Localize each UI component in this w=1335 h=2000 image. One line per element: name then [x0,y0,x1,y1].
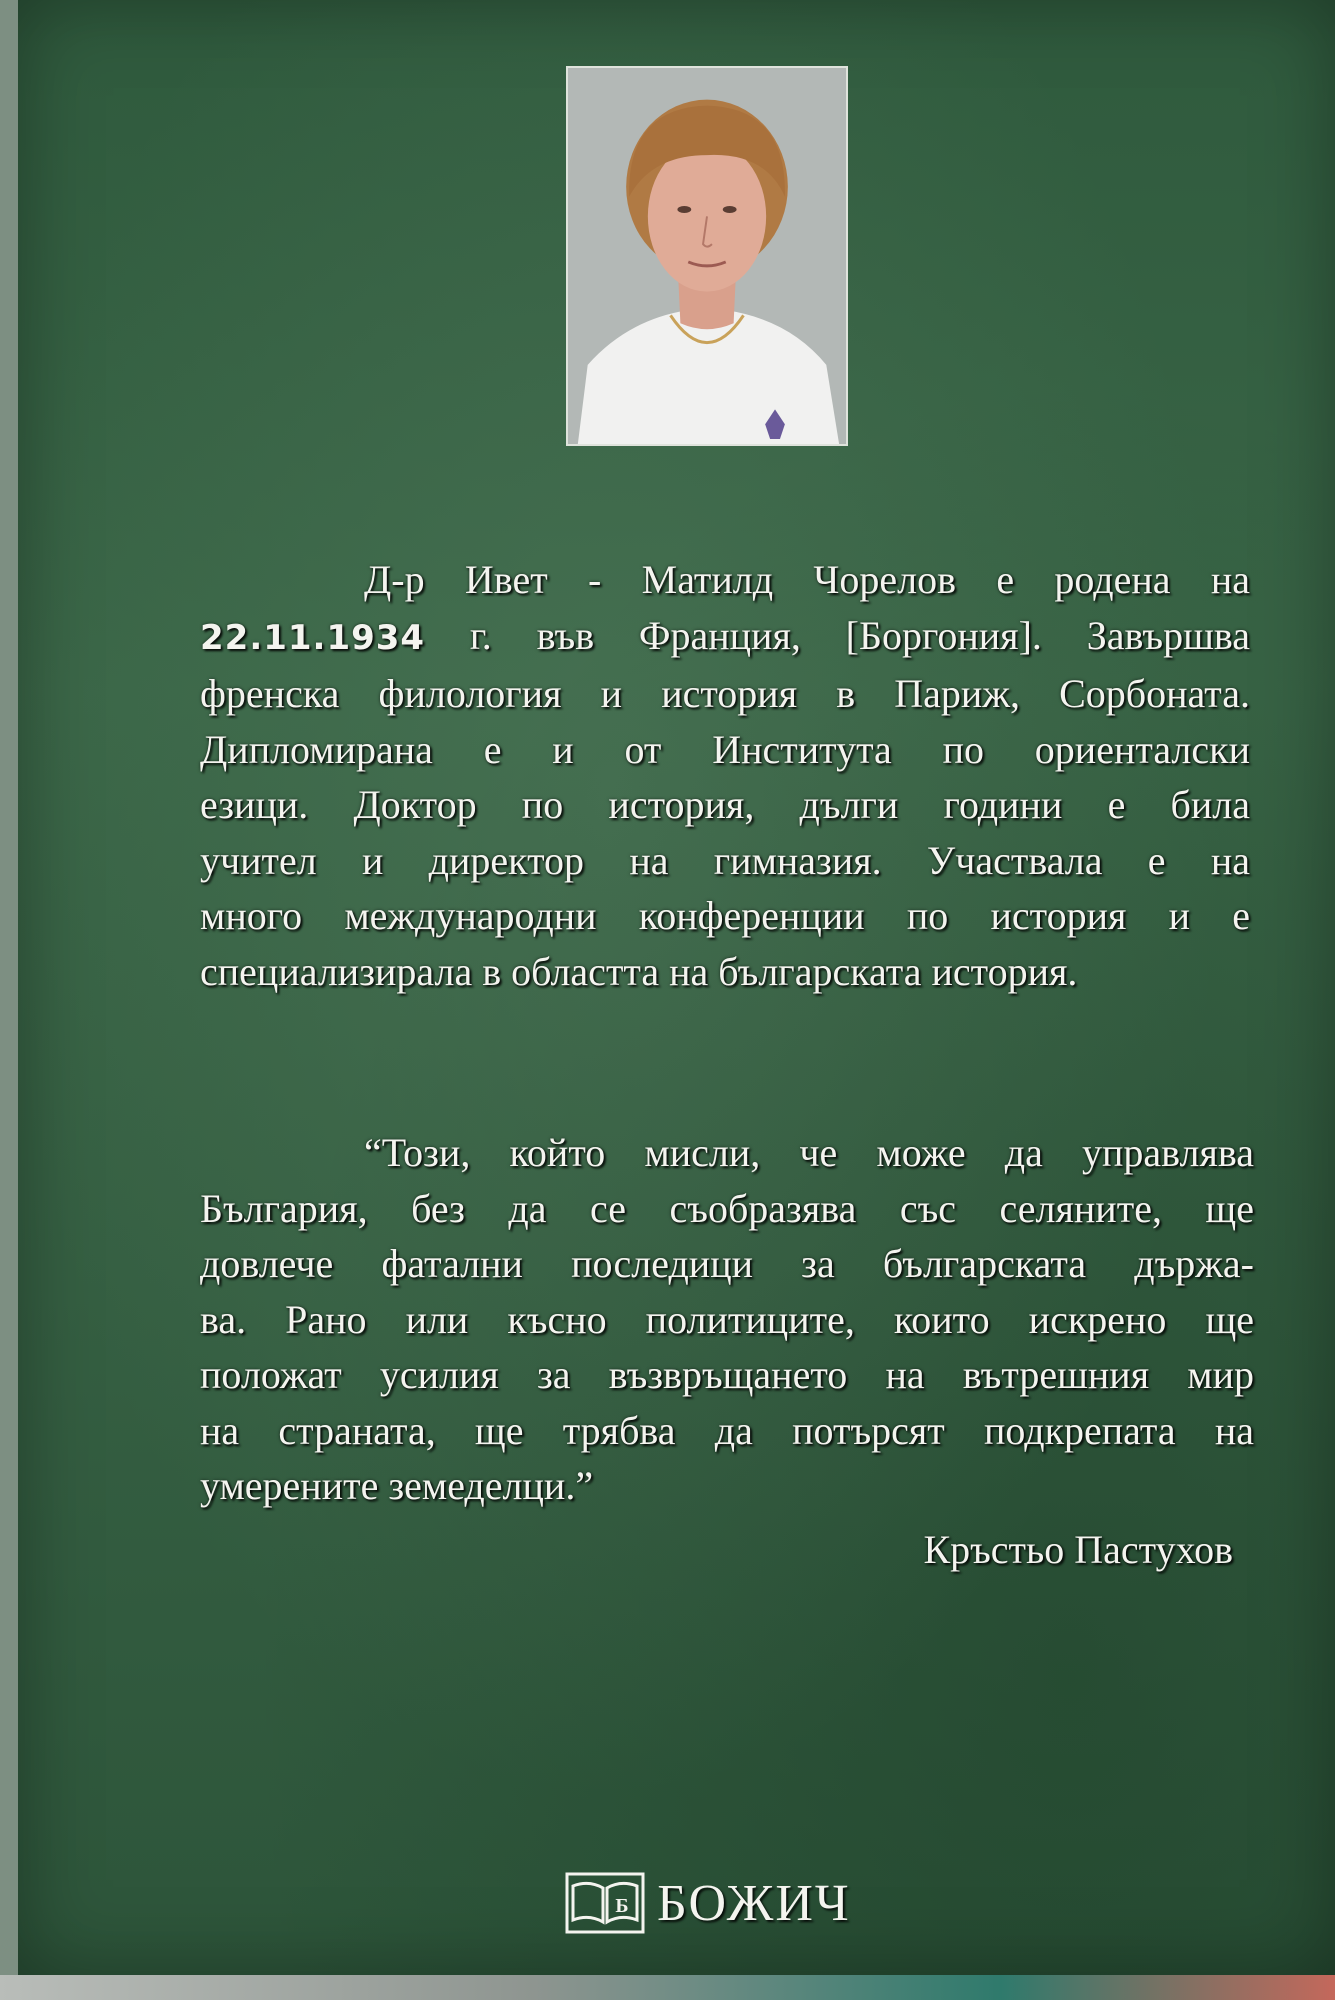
bio-line [200,608,1250,667]
bio-line-text: г. във Франция, [Боргония]. Завършва [425,612,1250,658]
quote-line: довлече фатални последици за българската държа- [200,1241,1254,1286]
book-back-cover [18,0,1335,1975]
bio-line: специализирала в областта на българската история. [200,948,1078,994]
bio-line: Дипломирана е и от Института по ориенталски [200,726,1250,772]
publisher-logo-block [565,1872,851,1934]
bio-line: учител и директор на гимназия. Участвала е на [200,837,1250,883]
quote-line: положат усилия за възвръщането на вътрешния мир [200,1352,1254,1397]
author-photo [566,66,848,446]
quote-block [200,1125,1254,1514]
bio-line: езици. Доктор по история, дълги години е била [200,782,1250,827]
quote-line: ва. Рано или късно политиците, които искрено ще [200,1296,1254,1342]
birth-date: 22.11.1934 [200,617,426,658]
bio-line: много международни конференции по история и е [200,893,1250,938]
quote-line: умерените земеделци.” [200,1463,594,1508]
bio-line: Д-р Ивет - Матилд Чорелов е родена на [364,557,1250,602]
author-biography [200,552,1250,999]
open-book-icon [565,1872,645,1934]
background-surface [0,1975,1335,2000]
quote-line: България, без да се съобразява със селяните, ще [200,1185,1254,1231]
publisher-name: БОЖИЧ [657,1874,851,1932]
author-portrait-image [568,68,846,444]
bio-line: френска филология и история в Париж, Сорбоната. [200,671,1250,716]
quote-author: Кръстьо Пастухов [923,1527,1233,1572]
quote-line: на страната, ще трябва да потърсят подкрепата на [200,1407,1254,1453]
logo-letter: Б [615,1895,629,1917]
quote-line: “Този, който мисли, че може да управлява [364,1130,1254,1175]
